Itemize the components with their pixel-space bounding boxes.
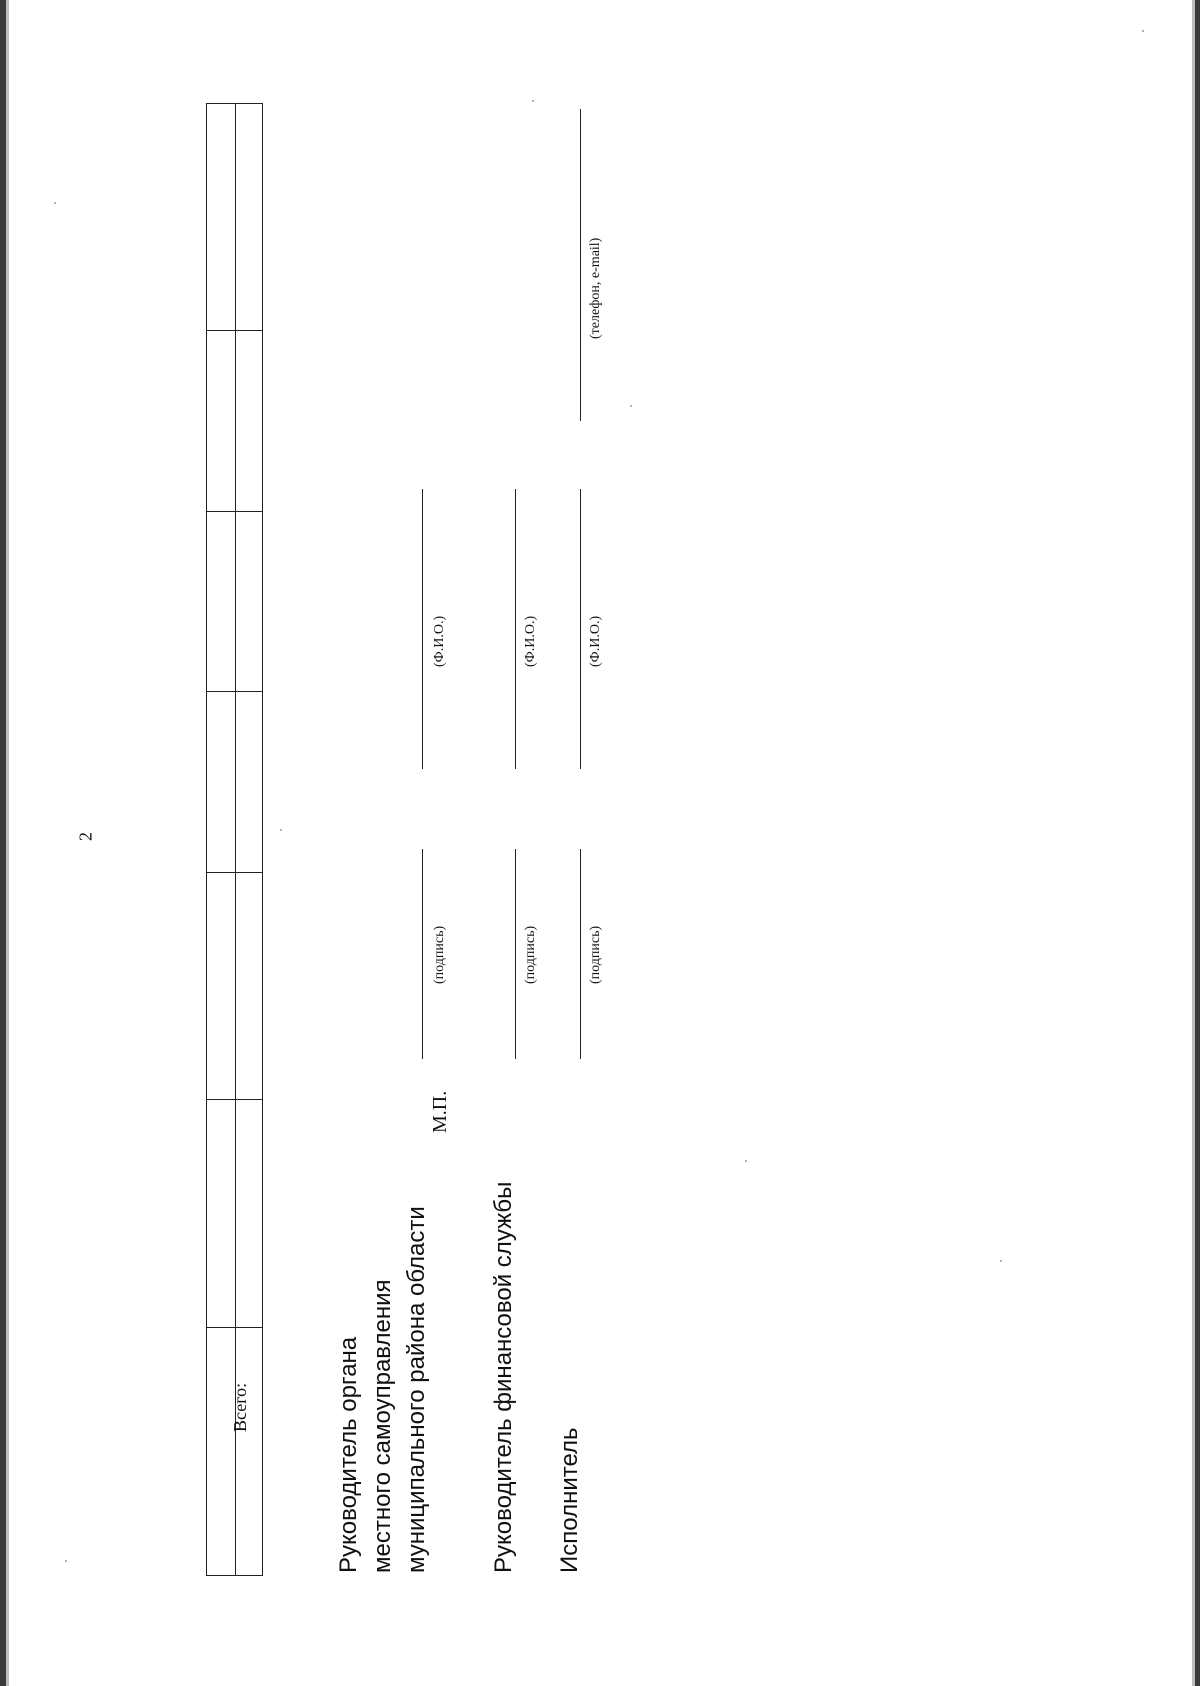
table-column-divider — [206, 1099, 263, 1100]
table-border-right — [262, 103, 263, 1575]
totals-label: Всего: — [230, 1382, 250, 1432]
scan-edge-right — [1195, 0, 1200, 1686]
head-of-finance-name-caption: (Ф.И.О.) — [523, 615, 538, 667]
scan-speck — [1142, 30, 1144, 32]
scan-edge-left-inner — [6, 0, 9, 1686]
table-column-divider — [206, 511, 263, 512]
executor-name-caption: (Ф.И.О.) — [588, 615, 603, 667]
table-row-divider — [235, 103, 236, 1575]
scan-speck — [280, 829, 282, 831]
head-of-body-line-1: Руководитель органа — [335, 1336, 362, 1573]
table-column-divider — [206, 330, 263, 331]
table-column-divider — [206, 872, 263, 873]
scan-speck — [532, 100, 534, 102]
head-of-body-line-3: муниципального района области — [403, 1206, 430, 1573]
table-border-bottom — [206, 1575, 263, 1576]
table-border-left — [206, 103, 207, 1575]
head-of-finance-title: Руководитель финансовой службы — [490, 1181, 517, 1573]
executor-title: Исполнитель — [556, 1427, 583, 1573]
head-of-body-title — [332, 1206, 434, 1573]
table-border-top — [206, 103, 263, 104]
scan-speck — [745, 1160, 747, 1162]
scan-edge-right-inner — [1192, 0, 1195, 1686]
scan-speck — [54, 202, 56, 204]
executor-contact-caption: (телефон, e-mail) — [588, 237, 603, 339]
scan-speck — [1000, 1260, 1002, 1262]
scan-speck — [630, 405, 632, 407]
head-of-body-name-caption: (Ф.И.О.) — [432, 615, 447, 667]
head-of-finance-signature-caption: (подпись) — [523, 925, 538, 984]
head-of-body-signature-caption: (подпись) — [432, 925, 447, 984]
head-of-finance-name-line — [515, 489, 516, 769]
executor-contact-line — [580, 109, 581, 421]
executor-signature-caption: (подпись) — [588, 925, 603, 984]
head-of-body-signature-line — [422, 849, 423, 1059]
executor-signature-line — [580, 849, 581, 1059]
head-of-finance-signature-line — [515, 849, 516, 1059]
head-of-body-name-line — [422, 489, 423, 769]
table-column-divider — [206, 691, 263, 692]
table-column-divider — [206, 1327, 263, 1328]
seal-mark: М.П. — [429, 1090, 451, 1133]
executor-name-line — [580, 489, 581, 769]
head-of-body-line-2: местного самоуправления — [369, 1279, 396, 1573]
page-number: 2 — [75, 832, 96, 841]
scan-speck — [65, 1560, 67, 1562]
